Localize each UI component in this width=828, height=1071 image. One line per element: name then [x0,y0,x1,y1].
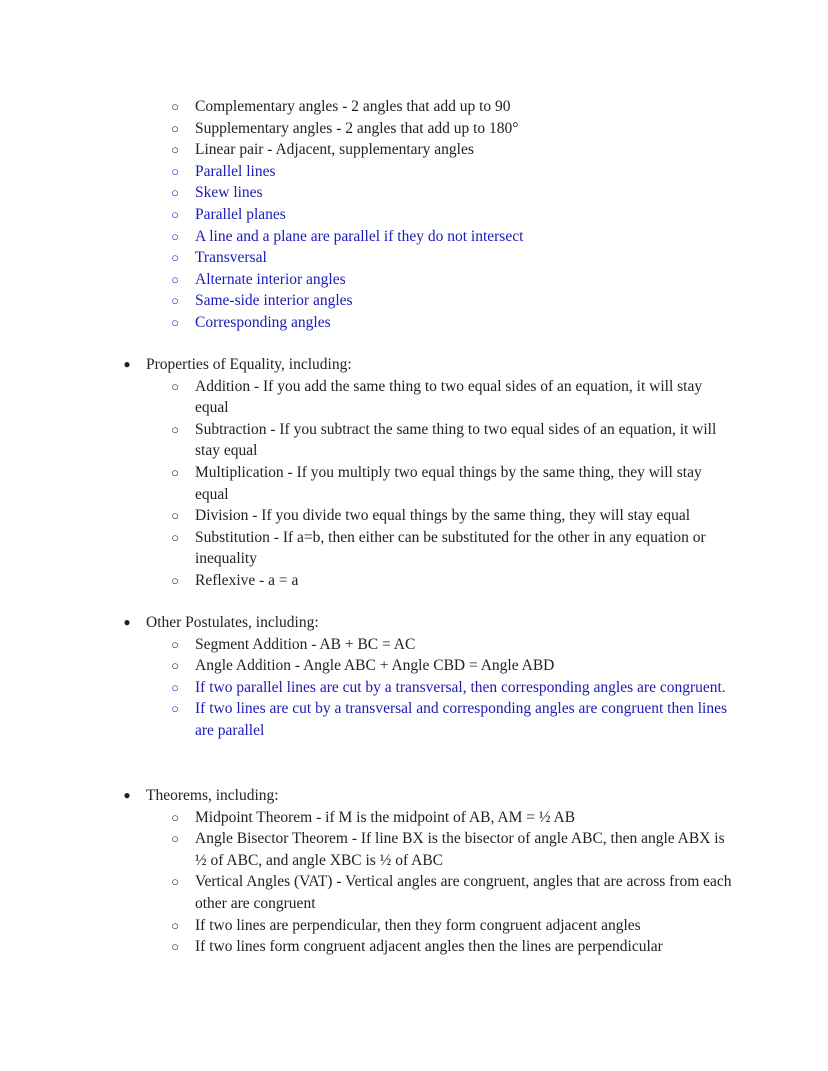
hollow-bullet-icon: ○ [171,378,179,394]
list-item [0,677,828,699]
list-item [0,570,828,592]
item-text: Division - If you divide two equal things by the same thing, they will stay equal [195,507,691,525]
list-item [0,462,828,505]
postulates-list [0,634,828,742]
list-item [0,96,828,118]
list-item [0,527,828,570]
hollow-bullet-icon: ○ [171,271,179,287]
hollow-bullet-icon: ○ [171,464,179,480]
hollow-bullet-icon: ○ [171,228,179,244]
hollow-bullet-icon: ○ [171,120,179,136]
section-heading [0,354,828,376]
item-text: Addition - If you add the same thing to two equal sides of an equation, it will stay equal [195,377,703,417]
list-item [0,936,828,958]
item-text: If two lines are perpendicular, then they form congruent adjacent angles [195,916,641,934]
list-item [0,204,828,226]
item-text: Parallel planes [195,205,286,223]
hollow-bullet-icon: ○ [171,939,179,955]
item-text: Corresponding angles [195,313,331,331]
hollow-bullet-icon: ○ [171,874,179,890]
hollow-bullet-icon: ○ [171,572,179,588]
list-item [0,698,828,741]
section-heading [0,612,828,634]
hollow-bullet-icon: ○ [171,529,179,545]
filled-bullet-icon: ● [123,788,131,802]
filled-bullet-icon: ● [123,615,131,629]
item-text: Multiplication - If you multiply two equal things by the same thing, they will stay equal [195,463,702,503]
list-item [0,655,828,677]
filled-bullet-icon: ● [123,357,131,371]
hollow-bullet-icon: ○ [171,809,179,825]
list-item [0,915,828,937]
item-text: A line and a plane are parallel if they do not intersect [195,227,524,245]
item-text: Alternate interior angles [195,270,346,288]
heading-text: Theorems, including: [146,787,279,804]
top-sub-list [0,96,828,334]
list-item [0,312,828,334]
section-heading [0,785,828,807]
theorems-section [0,785,828,958]
theorems-list [0,807,828,958]
heading-text: Properties of Equality, including: [146,356,352,373]
item-text: If two lines form congruent adjacent angles then the lines are perpendicular [195,938,663,956]
hollow-bullet-icon: ○ [171,250,179,266]
list-item [0,807,828,829]
list-item [0,419,828,462]
hollow-bullet-icon: ○ [171,142,179,158]
hollow-bullet-icon: ○ [171,163,179,179]
hollow-bullet-icon: ○ [171,185,179,201]
item-text: Complementary angles - 2 angles that add up to 90 [195,98,511,115]
top-list [0,96,828,334]
hollow-bullet-icon: ○ [171,831,179,847]
item-text: If two parallel lines are cut by a transversal, then corresponding angles are congruent. [195,678,726,696]
list-item [0,161,828,183]
postulates-section [0,612,828,742]
list-item [0,871,828,914]
item-text: Subtraction - If you subtract the same thing to two equal sides of an equation, it will stay equal [195,420,717,460]
equality-list [0,376,828,592]
hollow-bullet-icon: ○ [171,314,179,330]
list-item [0,290,828,312]
hollow-bullet-icon: ○ [171,917,179,933]
hollow-bullet-icon: ○ [171,679,179,695]
heading-text: Other Postulates, including: [146,614,319,631]
item-text: Angle Addition - Angle ABC + Angle CBD = Angle ABD [195,657,555,675]
hollow-bullet-icon: ○ [171,636,179,652]
list-item [0,828,828,871]
equality-section [0,354,828,592]
item-text: If two lines are cut by a transversal and corresponding angles are congruent then lines are parallel [195,700,727,739]
item-text: Segment Addition - AB + BC = AC [195,635,416,653]
item-text: Substitution - If a=b, then either can be substituted for the other in any equation or inequality [195,528,706,568]
list-item [0,634,828,656]
item-text: Parallel lines [195,162,276,180]
list-item [0,247,828,269]
item-text: Skew lines [195,184,263,202]
item-text: Reflexive - a = a [195,571,299,589]
list-item [0,269,828,291]
item-text: Same-side interior angles [195,292,353,310]
hollow-bullet-icon: ○ [171,508,179,524]
item-text: Angle Bisector Theorem - If line BX is the bisector of angle ABC, then angle ABX is ½ of ABC, and angle XBC is ½ of ABC [195,830,725,869]
hollow-bullet-icon: ○ [171,293,179,309]
hollow-bullet-icon: ○ [171,421,179,437]
list-item [0,226,828,248]
list-item [0,139,828,161]
item-text: Vertical Angles (VAT) - Vertical angles are congruent, angles that are across from each other are congruent [195,873,732,912]
hollow-bullet-icon: ○ [171,701,179,717]
list-item [0,376,828,419]
list-item [0,505,828,527]
hollow-bullet-icon: ○ [171,206,179,222]
item-text: Supplementary angles - 2 angles that add up to 180° [195,119,519,137]
hollow-bullet-icon: ○ [171,99,179,114]
hollow-bullet-icon: ○ [171,658,179,674]
list-item [0,118,828,140]
item-text: Midpoint Theorem - if M is the midpoint of AB, AM = ½ AB [195,808,576,826]
item-text: Linear pair - Adjacent, supplementary angles [195,141,474,159]
list-item [0,182,828,204]
item-text: Transversal [195,249,267,267]
